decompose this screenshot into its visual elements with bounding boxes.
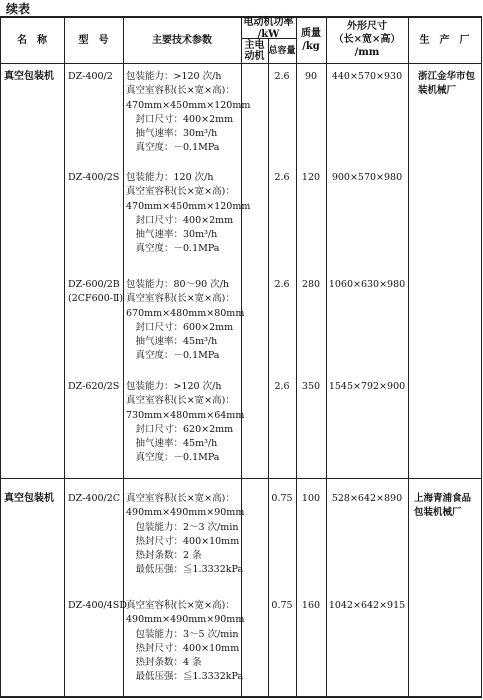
row-model: DZ-600/2B (2CF600-Ⅱ) — [68, 279, 124, 305]
row-params: 包装能力：>120 次/h 真空室容积(长×宽×高)： 730mm×480mm×64mm 封口尺寸：620×2mm 抽气速率：45m³/h 真空度：－0.1MPa — [126, 381, 245, 464]
row-params: 真空室容积(长×宽×高)： 490mm×490mm×90mm 包装能力：3～5 次/min 热封尺寸：400×10mm 热封条数：4 条 最低压强：≦1.3332kPa — [126, 600, 245, 683]
col-rule — [0, 16, 1, 698]
row-model: DZ-400/4SD — [68, 600, 127, 611]
row-manufacturer: 上海青浦食品 包装机械厂 — [414, 493, 472, 519]
header-params: 主要技术参数 — [152, 35, 212, 46]
col-rule — [123, 16, 124, 698]
row-model: DZ-400/2C — [68, 493, 121, 504]
row-name: 真空包装机 — [4, 71, 54, 82]
row-total-capacity: 2.6 — [274, 381, 290, 392]
col-rule — [296, 16, 297, 698]
header-main-motor: 主电 动机 — [244, 40, 265, 62]
row-params: 包装能力：120 次/h 真空室容积(长×宽×高)： 470mm×450mm×120mm 封口尺寸：400×2mm 抽气速率：30m³/h 真空度：－0.1MPa — [126, 172, 251, 255]
header-model: 型 号 — [78, 35, 109, 46]
col-rule — [481, 16, 482, 698]
row-params: 包装能力：>120 次/h 真空室容积(长×宽×高)： 470mm×450mm×120mm 封口尺寸：400×2mm 抽气速率：30m³/h 真空度：－0.1MPa — [126, 71, 251, 154]
row-mass: 350 — [301, 381, 321, 392]
col-rule — [326, 16, 327, 698]
row-params: 包装能力：80～90 次/h 真空室容积(长×宽×高)： 670mm×480mm×80mm 封口尺寸：600×2mm 抽气速率：45m³/h 真空度：－0.1MPa — [126, 279, 245, 362]
row-dimensions: 440×570×930 — [331, 71, 403, 82]
row-mass: 160 — [301, 600, 321, 611]
row-mass: 90 — [304, 71, 318, 82]
header-dimensions: 外形尺寸 （长×宽×高） /mm — [333, 21, 401, 58]
row-manufacturer: 浙江金华市包 装机械厂 — [418, 71, 476, 97]
row-name: 真空包装机 — [4, 493, 54, 504]
row-model: DZ-400/2 — [68, 71, 113, 82]
col-rule — [64, 16, 65, 698]
row-dimensions: 528×642×890 — [331, 493, 403, 504]
header-manufacturer: 生 产 厂 — [419, 35, 470, 46]
col-rule — [408, 16, 409, 698]
table-caption: 续表 — [6, 2, 31, 16]
row-dimensions: 1545×792×900 — [328, 381, 406, 392]
header-power: 电动机功率 /kW — [243, 17, 294, 40]
row-total-capacity: 0.75 — [271, 493, 293, 504]
row-params: 真空室容积(长×宽×高)： 490mm×490mm×90mm 包装能力：2～3 次/min 热封尺寸：400×10mm 热封条数：2 条 最低压强：≦1.3332kPa — [126, 493, 245, 576]
row-total-capacity: 0.75 — [271, 600, 293, 611]
header-total-capacity: 总容量 — [268, 46, 296, 56]
equipment-table — [0, 16, 482, 698]
row-mass: 120 — [301, 172, 321, 183]
row-dimensions: 1060×630×980 — [328, 279, 406, 290]
row-mass: 280 — [301, 279, 321, 290]
row-mass: 100 — [301, 493, 321, 504]
row-total-capacity: 2.6 — [274, 71, 290, 82]
row-model: DZ-400/2S — [68, 172, 120, 183]
row-dimensions: 900×570×980 — [331, 172, 403, 183]
header-name: 名 称 — [17, 35, 47, 46]
row-dimensions: 1042×642×915 — [328, 600, 406, 611]
row-total-capacity: 2.6 — [274, 172, 290, 183]
row-total-capacity: 2.6 — [274, 279, 290, 290]
row-model: DZ-620/2S — [68, 381, 120, 392]
header-mass: 质量 /kg — [301, 28, 321, 52]
